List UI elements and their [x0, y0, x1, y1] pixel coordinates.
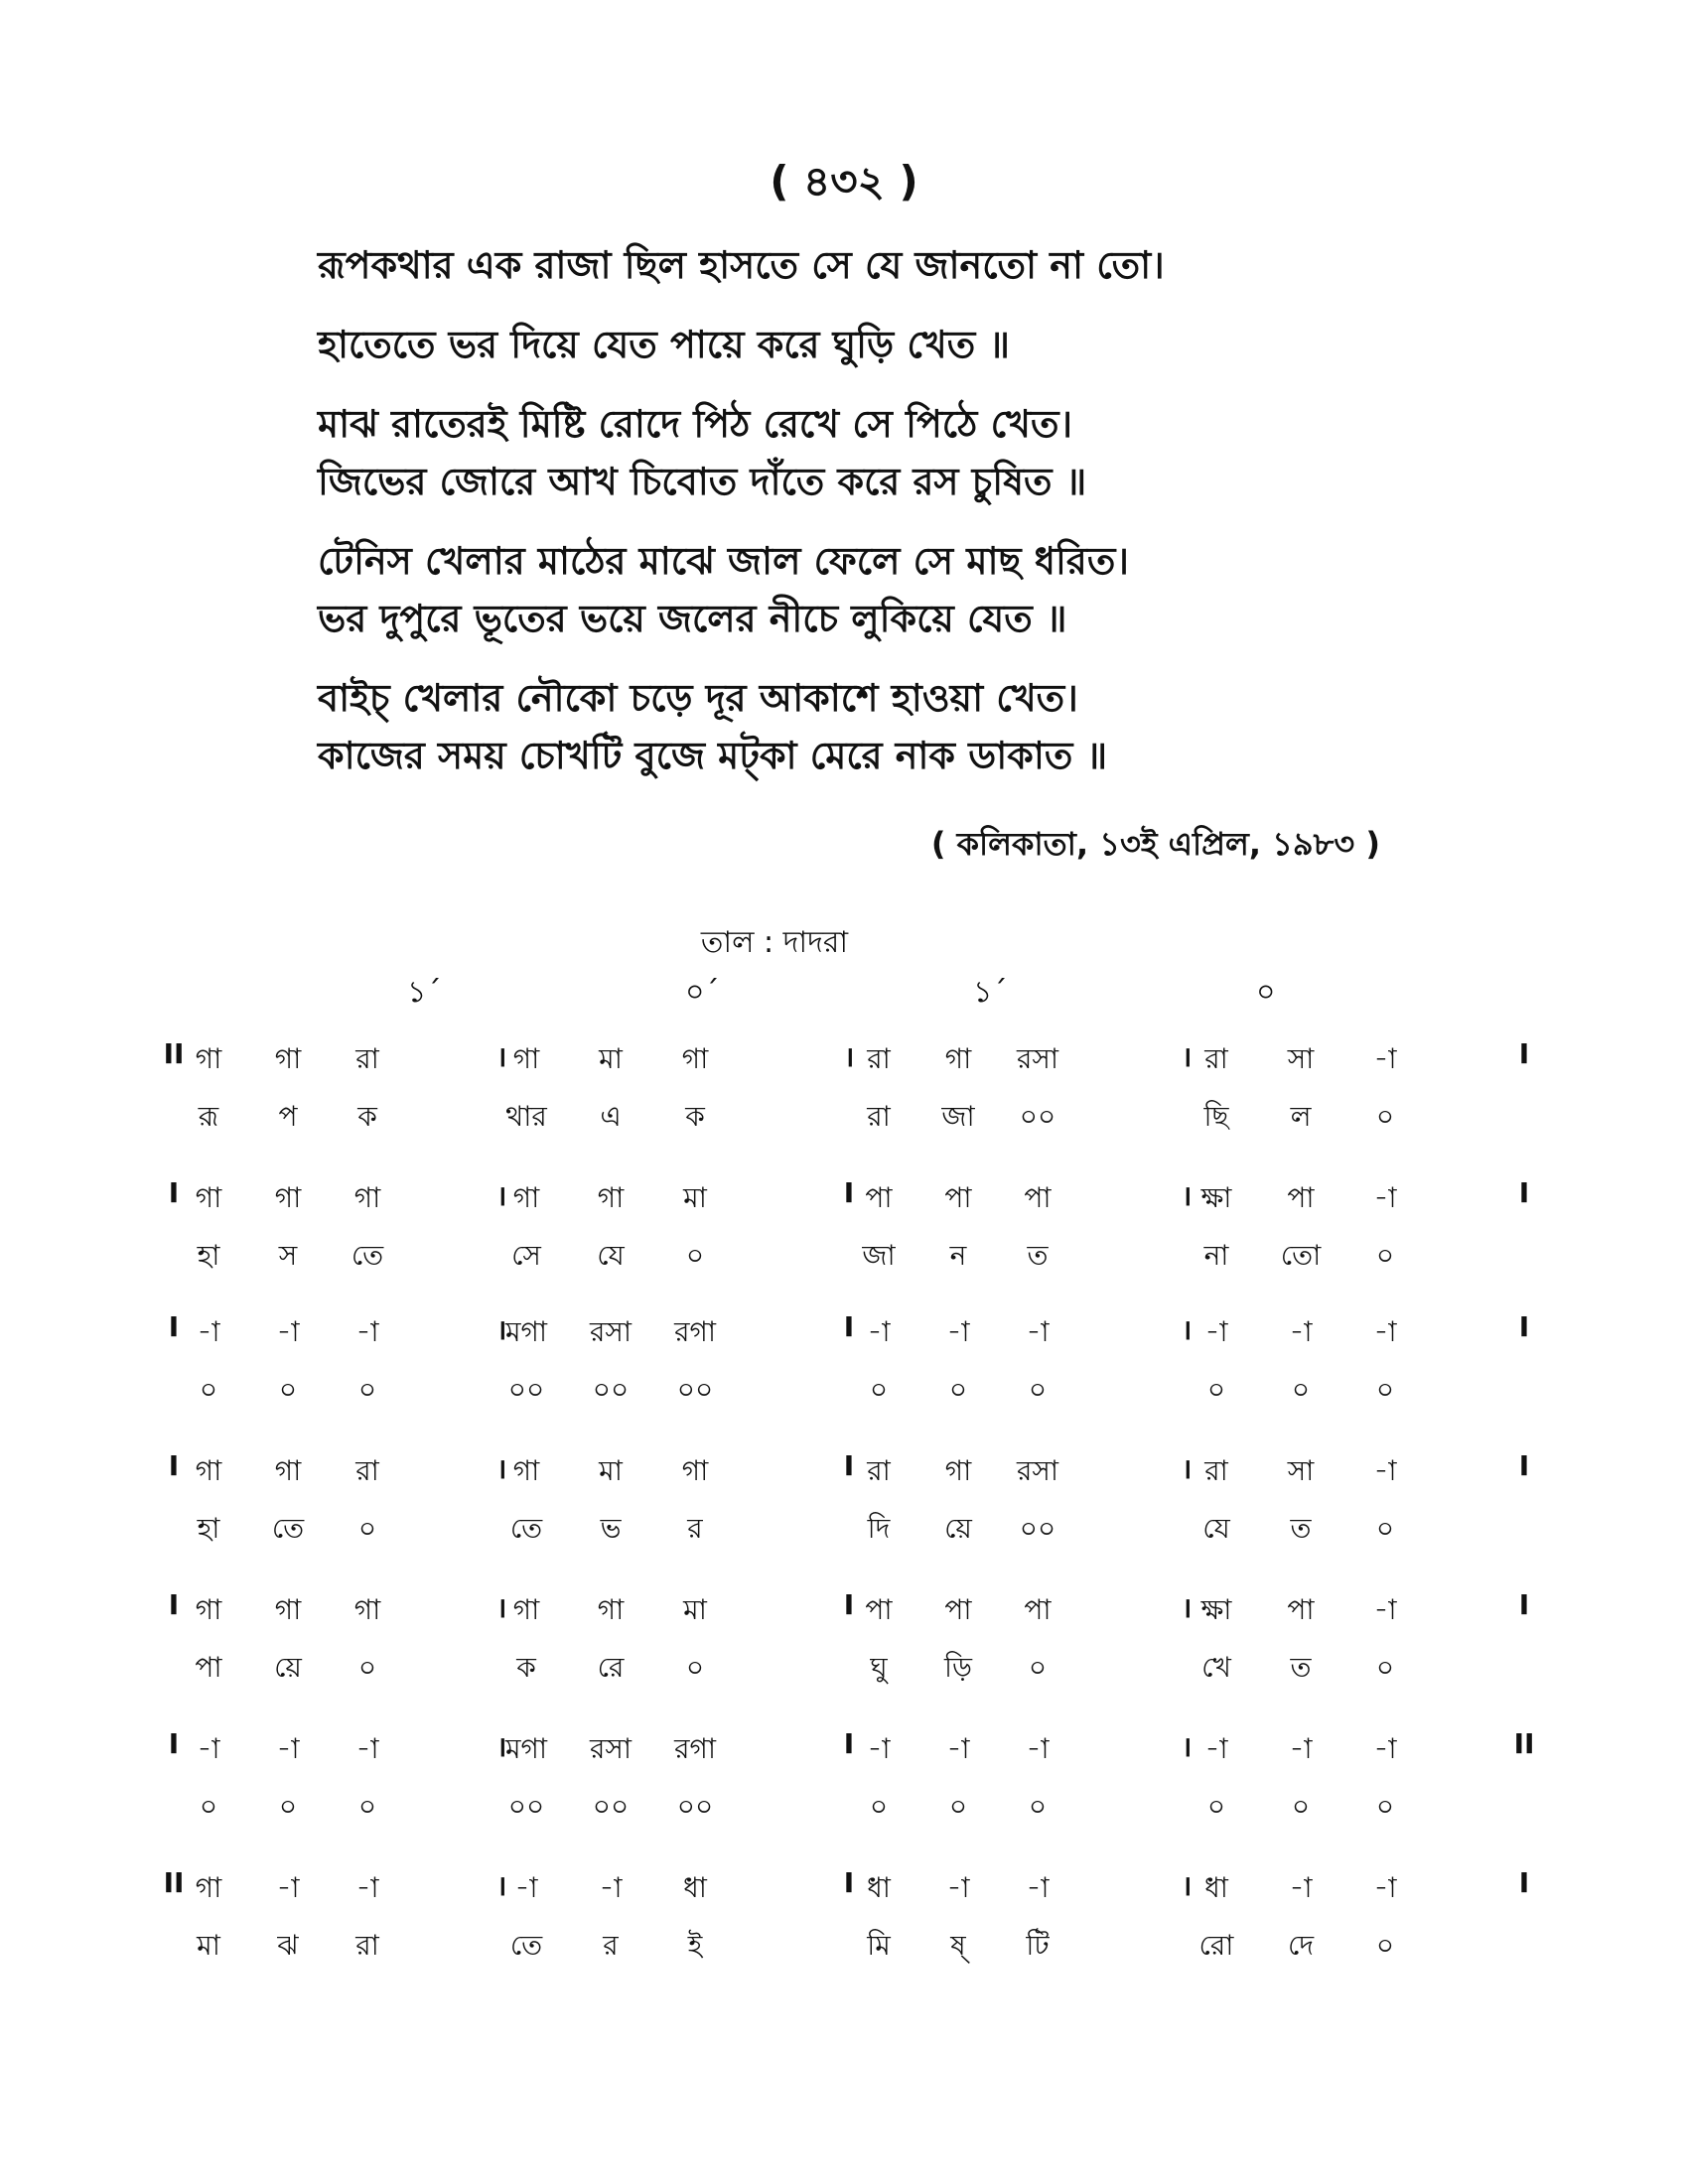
swara-note: -া — [1373, 1042, 1397, 1075]
swara-note: ক্ষা — [1200, 1181, 1232, 1214]
lyric-syllable: ০০ — [1019, 1512, 1056, 1545]
lyric-line: হাতেতে ভর দিয়ে যেত পায়ে করে ঘুড়ি খেত ॥ — [318, 323, 1010, 366]
bar-divider: I — [843, 1449, 855, 1482]
lyric-syllable: ০ — [948, 1790, 968, 1823]
swara-note: রা — [1204, 1042, 1228, 1075]
bar-divider: । — [495, 1313, 507, 1346]
lyric-syllable: ক — [357, 1100, 377, 1133]
swara-note: -া — [197, 1732, 220, 1765]
end-bar-sign: I — [1518, 1449, 1530, 1482]
swara-note: গা — [274, 1181, 302, 1214]
lyric-syllable: ষ্ — [950, 1929, 966, 1962]
beat-mark: ০ — [1256, 975, 1276, 1010]
swara-note: গা — [353, 1181, 381, 1214]
lyric-syllable: হা — [197, 1512, 220, 1545]
swara-note: ক্ষা — [1200, 1593, 1232, 1626]
swara-note: গা — [597, 1593, 625, 1626]
lyric-syllable: ০ — [869, 1373, 889, 1406]
swara-note: -া — [1204, 1732, 1228, 1765]
swara-note: পা — [1287, 1181, 1315, 1214]
swara-note: -া — [1026, 1732, 1050, 1765]
lyric-syllable-row — [0, 1368, 1688, 1408]
swara-note: মগা — [504, 1315, 548, 1348]
swara-row — [0, 1449, 1688, 1489]
swara-row — [0, 1037, 1688, 1077]
swara-note: মগা — [504, 1732, 548, 1765]
bar-divider: । — [495, 1179, 507, 1212]
swara-note: -া — [946, 1871, 970, 1904]
swara-note: রা — [355, 1454, 379, 1487]
lyric-syllable: ০ — [199, 1790, 218, 1823]
swara-row — [0, 1727, 1688, 1767]
swara-note: -া — [867, 1732, 891, 1765]
swara-note: রা — [355, 1042, 379, 1075]
lyric-line: টেনিস খেলার মাঠের মাঝে জাল ফেলে সে মাছ ধরিত। — [318, 539, 1129, 583]
bar-divider: । — [495, 1040, 507, 1073]
lyric-syllable: জা — [862, 1239, 896, 1272]
lyric-syllable: সে — [511, 1239, 541, 1272]
swara-note: পা — [1024, 1181, 1052, 1214]
lyric-syllable: ০ — [1206, 1790, 1226, 1823]
lyric-syllable: ০ — [1375, 1239, 1395, 1272]
lyric-line: কাজের সময় চোখটি বুজে মট্‌কা মেরে নাক ডাকাত ॥ — [318, 734, 1108, 777]
lyric-syllable: য়ে — [274, 1651, 302, 1684]
bar-divider: । — [843, 1040, 855, 1073]
swara-note: -া — [355, 1732, 379, 1765]
swara-row — [0, 1588, 1688, 1628]
swara-note: ধা — [1204, 1871, 1228, 1904]
lyric-line: জিভের জোরে আখ চিবোত দাঁতে করে রস চুষিত ॥ — [318, 460, 1087, 503]
swara-note: গা — [274, 1454, 302, 1487]
swara-note: -া — [514, 1871, 538, 1904]
lyric-syllable: ০ — [685, 1651, 705, 1684]
lyric-syllable: না — [1203, 1239, 1229, 1272]
swara-note: -া — [1204, 1315, 1228, 1348]
lyric-syllable: মি — [867, 1929, 891, 1962]
lyric-syllable: রো — [1198, 1929, 1234, 1962]
end-bar-sign: II — [1513, 1727, 1535, 1760]
swara-note: ধা — [867, 1871, 891, 1904]
swara-note: -া — [197, 1315, 220, 1348]
swara-note: -া — [1373, 1181, 1397, 1214]
lyric-syllable: ০ — [1028, 1373, 1048, 1406]
lyric-syllable: ০ — [357, 1651, 377, 1684]
swara-note: পা — [944, 1593, 972, 1626]
swara-note: রসা — [589, 1732, 633, 1765]
lyric-line: ভর দুপুরে ভূতের ভয়ে জলের নীচে লুকিয়ে যেত ॥ — [318, 597, 1067, 640]
end-bar-sign: I — [1518, 1588, 1530, 1621]
lyric-syllable: টি — [1026, 1929, 1050, 1962]
swara-note: গা — [681, 1454, 709, 1487]
lyric-syllable: ০০ — [592, 1790, 630, 1823]
lyric-syllable: ছি — [1203, 1100, 1229, 1133]
lyric-syllable: দি — [867, 1512, 891, 1545]
lyric-syllable: খে — [1201, 1651, 1231, 1684]
lyric-syllable: ই — [687, 1929, 703, 1962]
swara-note: -া — [276, 1315, 300, 1348]
swara-note: -া — [276, 1732, 300, 1765]
lyric-syllable: ০ — [1375, 1651, 1395, 1684]
lyric-syllable: ০ — [278, 1373, 298, 1406]
swara-note: -া — [276, 1871, 300, 1904]
swara-note: -া — [1373, 1732, 1397, 1765]
swara-note: গা — [195, 1181, 222, 1214]
lyric-syllable: ০০ — [676, 1373, 714, 1406]
end-bar-sign: I — [1518, 1176, 1530, 1209]
lyric-syllable: য়ে — [944, 1512, 972, 1545]
lyric-syllable: ০ — [948, 1373, 968, 1406]
lyric-syllable: রা — [355, 1929, 379, 1962]
lyric-syllable: ড়ি — [944, 1651, 972, 1684]
swara-note: গা — [512, 1454, 540, 1487]
start-bar-sign: I — [168, 1310, 180, 1343]
swara-note: -া — [355, 1871, 379, 1904]
lyric-syllable: ক — [685, 1100, 705, 1133]
lyric-syllable: ০ — [1375, 1929, 1395, 1962]
start-bar-sign: II — [163, 1037, 185, 1070]
end-bar-sign: I — [1518, 1037, 1530, 1070]
swara-note: পা — [865, 1181, 893, 1214]
lyric-syllable: প — [278, 1100, 298, 1133]
bar-divider: । — [1181, 1730, 1193, 1763]
swara-note: -া — [1373, 1871, 1397, 1904]
lyric-syllable: ০ — [357, 1512, 377, 1545]
swara-note: রসা — [589, 1315, 633, 1348]
lyric-syllable-row — [0, 1646, 1688, 1686]
swara-note: গা — [274, 1593, 302, 1626]
swara-note: -া — [1289, 1732, 1313, 1765]
start-bar-sign: I — [168, 1727, 180, 1760]
lyric-syllable: ০০ — [507, 1790, 545, 1823]
lyric-line: রূপকথার এক রাজা ছিল হাসতে সে যে জানতো না তো। — [318, 243, 1165, 287]
swara-note: রসা — [1016, 1042, 1059, 1075]
bar-divider: I — [843, 1866, 855, 1899]
swara-note: মা — [683, 1593, 707, 1626]
lyric-syllable: ঘু — [870, 1651, 888, 1684]
bar-divider: । — [1181, 1313, 1193, 1346]
swara-note: গা — [353, 1593, 381, 1626]
swara-note: গা — [512, 1042, 540, 1075]
bar-divider: । — [495, 1591, 507, 1624]
swara-note: সা — [1287, 1042, 1315, 1075]
swara-note: পা — [944, 1181, 972, 1214]
swara-note: পা — [865, 1593, 893, 1626]
lyric-syllable: ০ — [869, 1790, 889, 1823]
lyric-syllable: ০০ — [1019, 1100, 1056, 1133]
swara-note: -া — [599, 1871, 623, 1904]
swara-note: -া — [1373, 1454, 1397, 1487]
bar-divider: । — [1181, 1179, 1193, 1212]
bar-divider: I — [843, 1310, 855, 1343]
lyric-syllable: জা — [941, 1100, 975, 1133]
beat-mark: ০´ — [685, 975, 720, 1010]
swara-note: গা — [512, 1593, 540, 1626]
swara-note: রা — [1204, 1454, 1228, 1487]
lyric-syllable: হা — [197, 1239, 220, 1272]
swara-note: পা — [1024, 1593, 1052, 1626]
lyric-syllable-row — [0, 1924, 1688, 1964]
lyric-syllable: রূ — [198, 1100, 219, 1133]
lyric-syllable-row — [0, 1785, 1688, 1825]
lyric-syllable: ঝ — [277, 1929, 299, 1962]
lyric-syllable: রে — [597, 1651, 625, 1684]
lyric-syllable: যে — [597, 1239, 625, 1272]
date-line: ( কলিকাতা, ১৩ই এপ্রিল, ১৯৮৩ ) — [930, 825, 1380, 863]
swara-note: গা — [195, 1593, 222, 1626]
lyric-syllable: ০ — [1028, 1651, 1048, 1684]
lyric-line: মাঝ রাতেরই মিষ্টি রোদে পিঠ রেখে সে পিঠে খেত। — [318, 402, 1073, 446]
lyric-syllable: ক — [516, 1651, 536, 1684]
swara-note: রগা — [674, 1315, 716, 1348]
swara-note: রা — [867, 1454, 891, 1487]
lyric-syllable: ০ — [685, 1239, 705, 1272]
lyric-syllable: ০০ — [507, 1373, 545, 1406]
swara-note: -া — [867, 1315, 891, 1348]
swara-note: গা — [597, 1181, 625, 1214]
taal-label: তাল : দাদরা — [700, 925, 849, 960]
swara-note: রা — [867, 1042, 891, 1075]
swara-note: গা — [195, 1042, 222, 1075]
lyric-syllable: তে — [351, 1239, 384, 1272]
start-bar-sign: II — [163, 1866, 185, 1899]
swara-note: গা — [512, 1181, 540, 1214]
bar-divider: । — [495, 1730, 507, 1763]
bar-divider: । — [1181, 1040, 1193, 1073]
bar-divider: । — [1181, 1591, 1193, 1624]
swara-note: -া — [1373, 1593, 1397, 1626]
lyric-syllable-row — [0, 1507, 1688, 1547]
swara-note: গা — [944, 1454, 972, 1487]
lyric-syllable: থার — [505, 1100, 547, 1133]
swara-note: -া — [1289, 1315, 1313, 1348]
lyric-syllable: তে — [509, 1929, 543, 1962]
lyric-syllable: ০ — [1375, 1512, 1395, 1545]
swara-note: -া — [1373, 1315, 1397, 1348]
swara-row — [0, 1176, 1688, 1216]
lyric-syllable-row — [0, 1234, 1688, 1274]
lyric-syllable: র — [687, 1512, 703, 1545]
lyric-syllable: দে — [1287, 1929, 1315, 1962]
lyric-line: বাইচ্ খেলার নৌকো চড়ে দূর আকাশে হাওয়া খেত। — [318, 676, 1078, 720]
swara-note: গা — [195, 1454, 222, 1487]
swara-note: -া — [1289, 1871, 1313, 1904]
lyric-syllable: স — [278, 1239, 298, 1272]
lyric-syllable: ০ — [278, 1790, 298, 1823]
swara-note: গা — [681, 1042, 709, 1075]
lyric-syllable: ন — [949, 1239, 967, 1272]
lyric-syllable: ০০ — [592, 1373, 630, 1406]
swara-note: -া — [355, 1315, 379, 1348]
swara-note: রসা — [1016, 1454, 1059, 1487]
lyric-syllable: ০ — [1206, 1373, 1226, 1406]
lyric-syllable: ০ — [1375, 1373, 1395, 1406]
swara-note: -া — [946, 1315, 970, 1348]
end-bar-sign: I — [1518, 1866, 1530, 1899]
lyric-syllable: ০ — [357, 1373, 377, 1406]
start-bar-sign: I — [168, 1449, 180, 1482]
lyric-syllable-row — [0, 1095, 1688, 1135]
end-bar-sign: I — [1518, 1310, 1530, 1343]
lyric-syllable: মা — [197, 1929, 220, 1962]
beat-mark: ১´ — [973, 975, 1008, 1010]
swara-note: -া — [946, 1732, 970, 1765]
swara-note: -া — [1026, 1871, 1050, 1904]
swara-note: ধা — [683, 1871, 707, 1904]
swara-row — [0, 1310, 1688, 1350]
swara-note: গা — [944, 1042, 972, 1075]
swara-note: রগা — [674, 1732, 716, 1765]
lyric-syllable: ০ — [1375, 1790, 1395, 1823]
lyric-syllable: ত — [1290, 1651, 1312, 1684]
bar-divider: । — [495, 1452, 507, 1485]
lyric-syllable: এ — [600, 1100, 622, 1133]
lyric-syllable: ত — [1027, 1239, 1049, 1272]
swara-note: মা — [683, 1181, 707, 1214]
start-bar-sign: I — [168, 1176, 180, 1209]
lyric-syllable: পা — [195, 1651, 222, 1684]
bar-divider: I — [843, 1176, 855, 1209]
lyric-syllable: ০ — [1291, 1373, 1311, 1406]
bar-divider: I — [843, 1727, 855, 1760]
lyric-syllable: ল — [1290, 1100, 1312, 1133]
lyric-syllable: র — [603, 1929, 619, 1962]
bar-divider: । — [495, 1869, 507, 1902]
lyric-syllable: তে — [509, 1512, 543, 1545]
beat-mark: ১´ — [407, 975, 442, 1010]
swara-note: -া — [1026, 1315, 1050, 1348]
lyric-syllable: রা — [867, 1100, 891, 1133]
lyric-syllable: ০০ — [676, 1790, 714, 1823]
lyric-syllable: তো — [1280, 1239, 1322, 1272]
swara-note: পা — [1287, 1593, 1315, 1626]
lyric-syllable: ০ — [357, 1790, 377, 1823]
lyric-syllable: ভ — [600, 1512, 622, 1545]
lyric-syllable: ত — [1290, 1512, 1312, 1545]
swara-note: গা — [195, 1871, 222, 1904]
swara-note: মা — [599, 1042, 623, 1075]
start-bar-sign: I — [168, 1588, 180, 1621]
swara-note: মা — [599, 1454, 623, 1487]
bar-divider: । — [1181, 1452, 1193, 1485]
swara-note: গা — [274, 1042, 302, 1075]
swara-note: সা — [1287, 1454, 1315, 1487]
lyric-syllable: ০ — [1291, 1790, 1311, 1823]
lyric-syllable: ০ — [199, 1373, 218, 1406]
lyric-syllable: ০ — [1375, 1100, 1395, 1133]
page-number: ( ৪৩২ ) — [770, 157, 918, 205]
lyric-syllable: তে — [271, 1512, 305, 1545]
lyric-syllable: ০ — [1028, 1790, 1048, 1823]
bar-divider: । — [1181, 1869, 1193, 1902]
bar-divider: I — [843, 1588, 855, 1621]
swara-row — [0, 1866, 1688, 1906]
lyric-syllable: যে — [1202, 1512, 1230, 1545]
